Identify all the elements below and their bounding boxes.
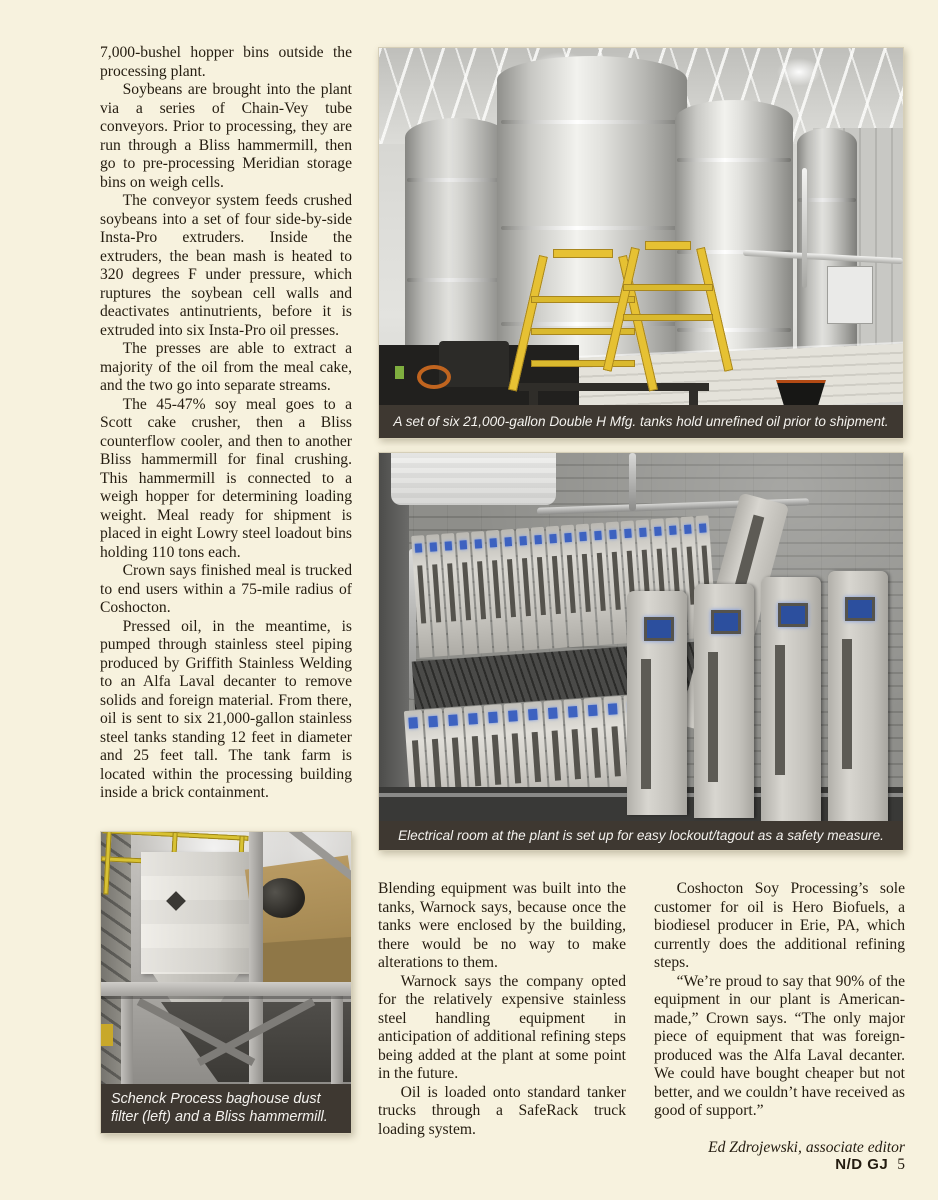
- byline: Ed Zdrojewski, associate editor: [708, 1138, 905, 1156]
- platform-leg: [331, 995, 343, 1084]
- platform-leg: [689, 389, 698, 405]
- photo-baghouse: [101, 832, 351, 1084]
- ladder-platform: [553, 249, 613, 258]
- journal-abbreviation: N/D GJ: [835, 1156, 889, 1173]
- paragraph: Blending equipment was built into the tanks, Warnock says, because once the tanks were enclosed by the building, there would be no way to make alterations to them.: [378, 880, 626, 971]
- dust-filter-box: [141, 852, 249, 974]
- yellow-block: [101, 1024, 113, 1046]
- paragraph: Crown says finished meal is trucked to end users within a 75-mile radius of Coshocton.: [100, 562, 352, 616]
- paragraph: Soybeans are brought into the plant via a series of Chain-Vey tube conveyors. Prior to processing, they are run through a Bliss hammermill, then go to pre-processing Meridian storage bins on weigh cells.: [100, 81, 352, 191]
- ladder-rung: [623, 314, 713, 321]
- paragraph: Pressed oil, in the meantime, is pumped through stainless steel piping produced by Griffith Stainless Welding to an Alfa Laval decanter to remove solids and foreign material. From there, oil is sent to six 21,000-gallon stainless steel tanks standing 12 feet in diameter and 25 feet tall. The tank farm is located within the processing building inside a brick containment.: [100, 617, 352, 801]
- figure-caption: [379, 821, 903, 850]
- page-footer: [835, 1156, 905, 1174]
- caption-text: Electrical room at the plant is set up for easy lockout/tagout as a safety measure.: [398, 828, 884, 843]
- paragraph: The conveyor system feeds crushed soybeans into a set of four side-by-side Insta-Pro extruders. Inside the extruders, the bean mash is heated to 320 degrees F under pressure, which ruptures the soybean cell walls and deactivates antinutrients, before it is extruded into six Insta-Pro oil presses.: [100, 192, 352, 339]
- left-column: [100, 44, 352, 803]
- conduit-pipe: [629, 453, 636, 511]
- railing-post: [103, 832, 111, 895]
- figure-caption: [101, 1084, 351, 1133]
- figure-electrical-room: [378, 452, 904, 851]
- paragraph: 7,000-bushel hopper bins outside the processing plant.: [100, 44, 352, 80]
- vfd-unit: [694, 584, 754, 818]
- figure-caption: [379, 405, 903, 438]
- figure-baghouse: [100, 831, 352, 1134]
- page-number: 5: [897, 1156, 905, 1173]
- middle-column: [378, 880, 626, 1139]
- platform-beam: [101, 982, 351, 996]
- vfd-unit: [761, 577, 821, 821]
- hazard-label: [166, 891, 186, 911]
- paragraph: The 45-47% soy meal goes to a Scott cake crusher, then a Bliss counterflow cooler, and then to another Bliss hammermill for final crushing. This hammermill is connected to a weigh hopper for determining loading weight. Meal ready for shipment is placed in eight Lowry steel loadout bins holding 110 tons each.: [100, 395, 352, 561]
- paragraph: Warnock says the company opted for the relatively expensive stainless steel handling equipment in anticipation of additional refining steps being added at the plant at some point in the future.: [378, 972, 626, 1082]
- wall-corner: [379, 453, 409, 821]
- air-conditioner: [391, 453, 556, 505]
- vfd-unit: [627, 591, 687, 815]
- safety-vest: [395, 366, 404, 379]
- cable-coil: [417, 365, 451, 389]
- vfd-unit: [828, 571, 888, 821]
- right-column: [654, 880, 905, 1157]
- caption-text: A set of six 21,000-gallon Double H Mfg. tanks hold unrefined oil prior to shipment.: [393, 414, 889, 429]
- paragraph: Oil is loaded onto standard tanker trucks through a SafeRack truck loading system.: [378, 1083, 626, 1138]
- paragraph: “We’re proud to say that 90% of the equipment in our plant is American-made,” Crown says. “The only major piece of equipment that was foreign-produced was the Alfa Laval decanter. We could have bought cheaper but not better, and we couldn’t have received as good of support.”: [654, 972, 905, 1119]
- photo-tank-farm: [379, 48, 903, 405]
- vfd-large-row: [627, 571, 888, 821]
- caption-text: Schenck Process baghouse dust filter (left) and a Bliss hammermill.: [111, 1091, 328, 1125]
- electrical-box: [827, 266, 873, 324]
- figure-tank-farm: [378, 47, 904, 439]
- ladder-platform: [645, 241, 691, 250]
- ladder-rung: [623, 284, 713, 291]
- photo-electrical-room: [379, 453, 903, 821]
- motor: [259, 878, 305, 918]
- yellow-ladder: [619, 248, 717, 374]
- ceiling-light: [777, 58, 821, 86]
- paragraph: Coshocton Soy Processing’s sole customer for oil is Hero Biofuels, a biodiesel producer in Erie, PA, which currently does the additional refining steps.: [654, 880, 905, 971]
- steel-column: [249, 832, 263, 1084]
- pipe: [802, 168, 807, 288]
- platform-leg: [121, 995, 133, 1084]
- paragraph: The presses are able to extract a majority of the oil from the meal cake, and the two go into separate streams.: [100, 340, 352, 394]
